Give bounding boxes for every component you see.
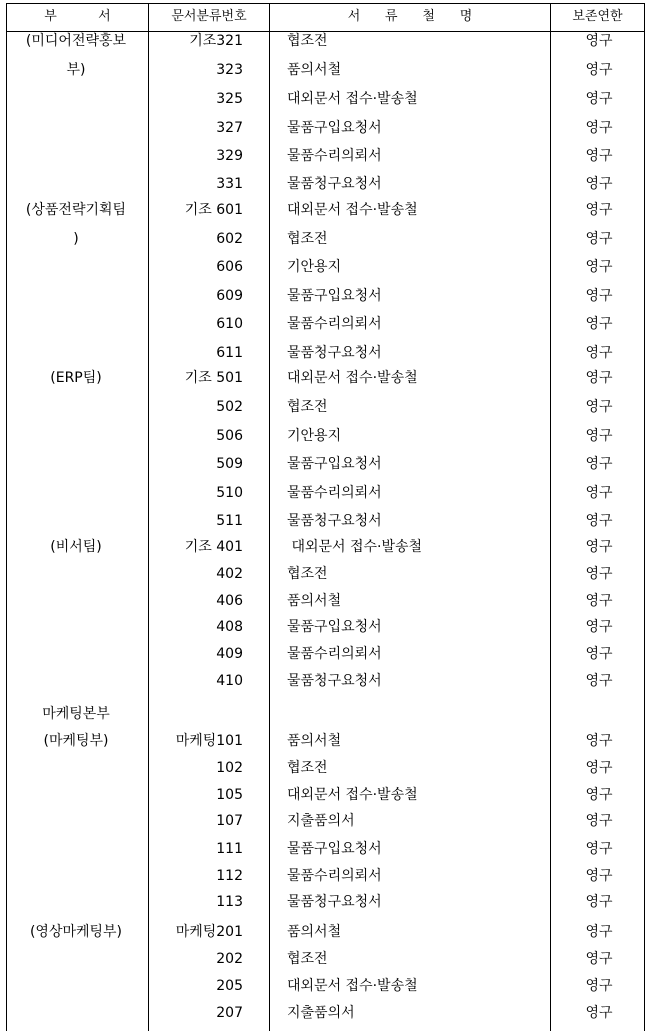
code-cell: 113 <box>216 894 243 910</box>
retention-cell: 영구 <box>585 231 613 247</box>
table-row <box>6 669 645 693</box>
title-cell: 물품구입요청서 <box>287 619 382 635</box>
retention-cell: 영구 <box>585 539 613 555</box>
title-cell: 물품수리의뢰서 <box>287 316 382 332</box>
title-cell: 협조전 <box>287 399 328 415</box>
table-row <box>6 890 645 914</box>
table-row <box>6 947 645 971</box>
title-cell: 기안용지 <box>287 428 342 444</box>
title-cell: 품의서철 <box>287 733 342 749</box>
retention-cell: 영구 <box>585 673 613 689</box>
table-row <box>6 702 645 726</box>
table-row <box>6 255 645 279</box>
code-cell: 111 <box>216 841 243 857</box>
code-cell: 327 <box>216 120 243 136</box>
table-row <box>6 172 645 196</box>
title-cell: 협조전 <box>287 951 328 967</box>
header-title: 서 류 철 명 <box>347 9 473 24</box>
table-row <box>6 227 645 251</box>
code-cell: 610 <box>216 316 243 332</box>
title-cell: 물품수리의뢰서 <box>287 868 382 884</box>
code-cell: 329 <box>216 148 243 164</box>
title-cell: 대외문서 접수·발송철 <box>287 91 418 107</box>
title-cell: 물품청구요청서 <box>287 673 382 689</box>
code-cell: 611 <box>216 345 243 361</box>
retention-cell: 영구 <box>585 646 613 662</box>
title-cell: 물품구입요청서 <box>287 120 382 136</box>
table-row <box>6 424 645 448</box>
retention-cell: 영구 <box>585 951 613 967</box>
title-cell: 물품청구요청서 <box>287 894 382 910</box>
table-row <box>6 589 645 613</box>
title-cell: 물품구입요청서 <box>287 456 382 472</box>
retention-cell: 영구 <box>585 202 613 218</box>
title-cell: 물품구입요청서 <box>287 288 382 304</box>
code-cell: 기조 601 <box>184 202 243 218</box>
title-cell: 품의서철 <box>287 62 342 78</box>
retention-cell: 영구 <box>585 176 613 192</box>
title-cell: 물품수리의뢰서 <box>287 646 382 662</box>
department-cell: 마케팅본부 <box>42 706 110 722</box>
code-cell: 323 <box>216 62 243 78</box>
department-cell: (마케팅부) <box>43 733 109 749</box>
title-cell: 기안용지 <box>287 259 342 275</box>
table-row <box>6 312 645 336</box>
table-row <box>6 366 645 390</box>
title-cell: 대외문서 접수·발송철 <box>287 202 418 218</box>
table-row <box>6 615 645 639</box>
department-cell: (비서팀) <box>50 539 102 555</box>
title-cell: 협조전 <box>287 231 328 247</box>
table-row <box>6 509 645 533</box>
code-cell: 509 <box>216 456 243 472</box>
code-cell: 510 <box>216 485 243 501</box>
table-row <box>6 1001 645 1025</box>
retention-cell: 영구 <box>585 62 613 78</box>
header-department: 부 서 <box>44 9 111 24</box>
retention-cell: 영구 <box>585 316 613 332</box>
retention-cell: 영구 <box>585 370 613 386</box>
title-cell: 품의서철 <box>287 924 342 940</box>
code-cell: 207 <box>216 1005 243 1021</box>
code-cell: 마케팅101 <box>175 733 243 749</box>
department-cell: (미디어전략홍보 <box>25 33 127 49</box>
department-cell: (영상마케팅부) <box>29 924 123 940</box>
retention-cell: 영구 <box>585 787 613 803</box>
title-cell: 지출품의서 <box>287 1005 355 1021</box>
retention-cell: 영구 <box>585 841 613 857</box>
retention-cell: 영구 <box>585 259 613 275</box>
code-cell: 102 <box>216 760 243 776</box>
title-cell: 품의서철 <box>287 593 342 609</box>
retention-cell: 영구 <box>585 924 613 940</box>
retention-cell: 영구 <box>585 760 613 776</box>
table-row <box>6 974 645 998</box>
table-row <box>6 535 645 559</box>
code-cell: 112 <box>216 868 243 884</box>
table-row <box>6 29 645 53</box>
retention-cell: 영구 <box>585 399 613 415</box>
table-row <box>6 642 645 666</box>
title-cell: 협조전 <box>287 760 328 776</box>
code-cell: 410 <box>216 673 243 689</box>
retention-cell: 영구 <box>585 120 613 136</box>
title-cell: 물품청구요청서 <box>287 345 382 361</box>
retention-cell: 영구 <box>585 813 613 829</box>
title-cell: 물품수리의뢰서 <box>287 148 382 164</box>
title-cell: 물품청구요청서 <box>287 176 382 192</box>
retention-cell: 영구 <box>585 1005 613 1021</box>
title-cell: 협조전 <box>287 33 328 49</box>
retention-cell: 영구 <box>585 593 613 609</box>
department-cell: (상품전략기획팀 <box>25 202 127 218</box>
table-row <box>6 920 645 944</box>
code-cell: 408 <box>216 619 243 635</box>
table-row <box>6 198 645 222</box>
retention-cell: 영구 <box>585 456 613 472</box>
retention-cell: 영구 <box>585 345 613 361</box>
table-row <box>6 729 645 753</box>
title-cell: 대외문서 접수·발송철 <box>287 978 418 994</box>
code-cell: 마케팅201 <box>175 924 243 940</box>
code-cell: 기조321 <box>189 33 243 49</box>
code-cell: 511 <box>216 513 243 529</box>
table-row <box>6 452 645 476</box>
table-row <box>6 144 645 168</box>
code-cell: 409 <box>216 646 243 662</box>
code-cell: 502 <box>216 399 243 415</box>
code-cell: 105 <box>216 787 243 803</box>
title-cell: 대외문서 접수·발송철 <box>287 787 418 803</box>
table-row <box>6 809 645 833</box>
department-cell: 부) <box>66 62 86 78</box>
title-cell: 물품수리의뢰서 <box>287 485 382 501</box>
code-cell: 331 <box>216 176 243 192</box>
table-row <box>6 341 645 365</box>
department-cell: (ERP팀) <box>50 370 102 386</box>
table-row <box>6 284 645 308</box>
department-cell: ) <box>73 231 79 247</box>
code-cell: 325 <box>216 91 243 107</box>
title-cell: 물품청구요청서 <box>287 513 382 529</box>
code-cell: 606 <box>216 259 243 275</box>
retention-cell: 영구 <box>585 894 613 910</box>
retention-cell: 영구 <box>585 91 613 107</box>
retention-cell: 영구 <box>585 33 613 49</box>
code-cell: 406 <box>216 593 243 609</box>
table-row <box>6 783 645 807</box>
table-row <box>6 481 645 505</box>
table-row <box>6 864 645 888</box>
code-cell: 기조 401 <box>184 539 243 555</box>
code-cell: 609 <box>216 288 243 304</box>
title-cell: 협조전 <box>287 566 328 582</box>
table-row <box>6 756 645 780</box>
retention-cell: 영구 <box>585 428 613 444</box>
title-cell: 대외문서 접수·발송철 <box>287 370 418 386</box>
retention-cell: 영구 <box>585 148 613 164</box>
table-row <box>6 58 645 82</box>
title-cell: 지출품의서 <box>287 813 355 829</box>
title-cell: 대외문서 접수·발송철 <box>287 539 423 555</box>
retention-cell: 영구 <box>585 978 613 994</box>
code-cell: 기조 501 <box>184 370 243 386</box>
code-cell: 107 <box>216 813 243 829</box>
code-cell: 202 <box>216 951 243 967</box>
retention-cell: 영구 <box>585 485 613 501</box>
title-cell: 물품구입요청서 <box>287 841 382 857</box>
retention-cell: 영구 <box>585 733 613 749</box>
retention-cell: 영구 <box>585 288 613 304</box>
table-row <box>6 395 645 419</box>
table-row <box>6 87 645 111</box>
code-cell: 602 <box>216 231 243 247</box>
retention-cell: 영구 <box>585 566 613 582</box>
header-retention: 보존연한 <box>572 9 623 24</box>
code-cell: 402 <box>216 566 243 582</box>
records-table <box>6 3 645 1031</box>
retention-cell: 영구 <box>585 619 613 635</box>
table-row <box>6 116 645 140</box>
header-code: 문서분류번호 <box>171 9 247 24</box>
code-cell: 506 <box>216 428 243 444</box>
code-cell: 205 <box>216 978 243 994</box>
retention-cell: 영구 <box>585 513 613 529</box>
retention-cell: 영구 <box>585 868 613 884</box>
table-row <box>6 837 645 861</box>
table-row <box>6 562 645 586</box>
